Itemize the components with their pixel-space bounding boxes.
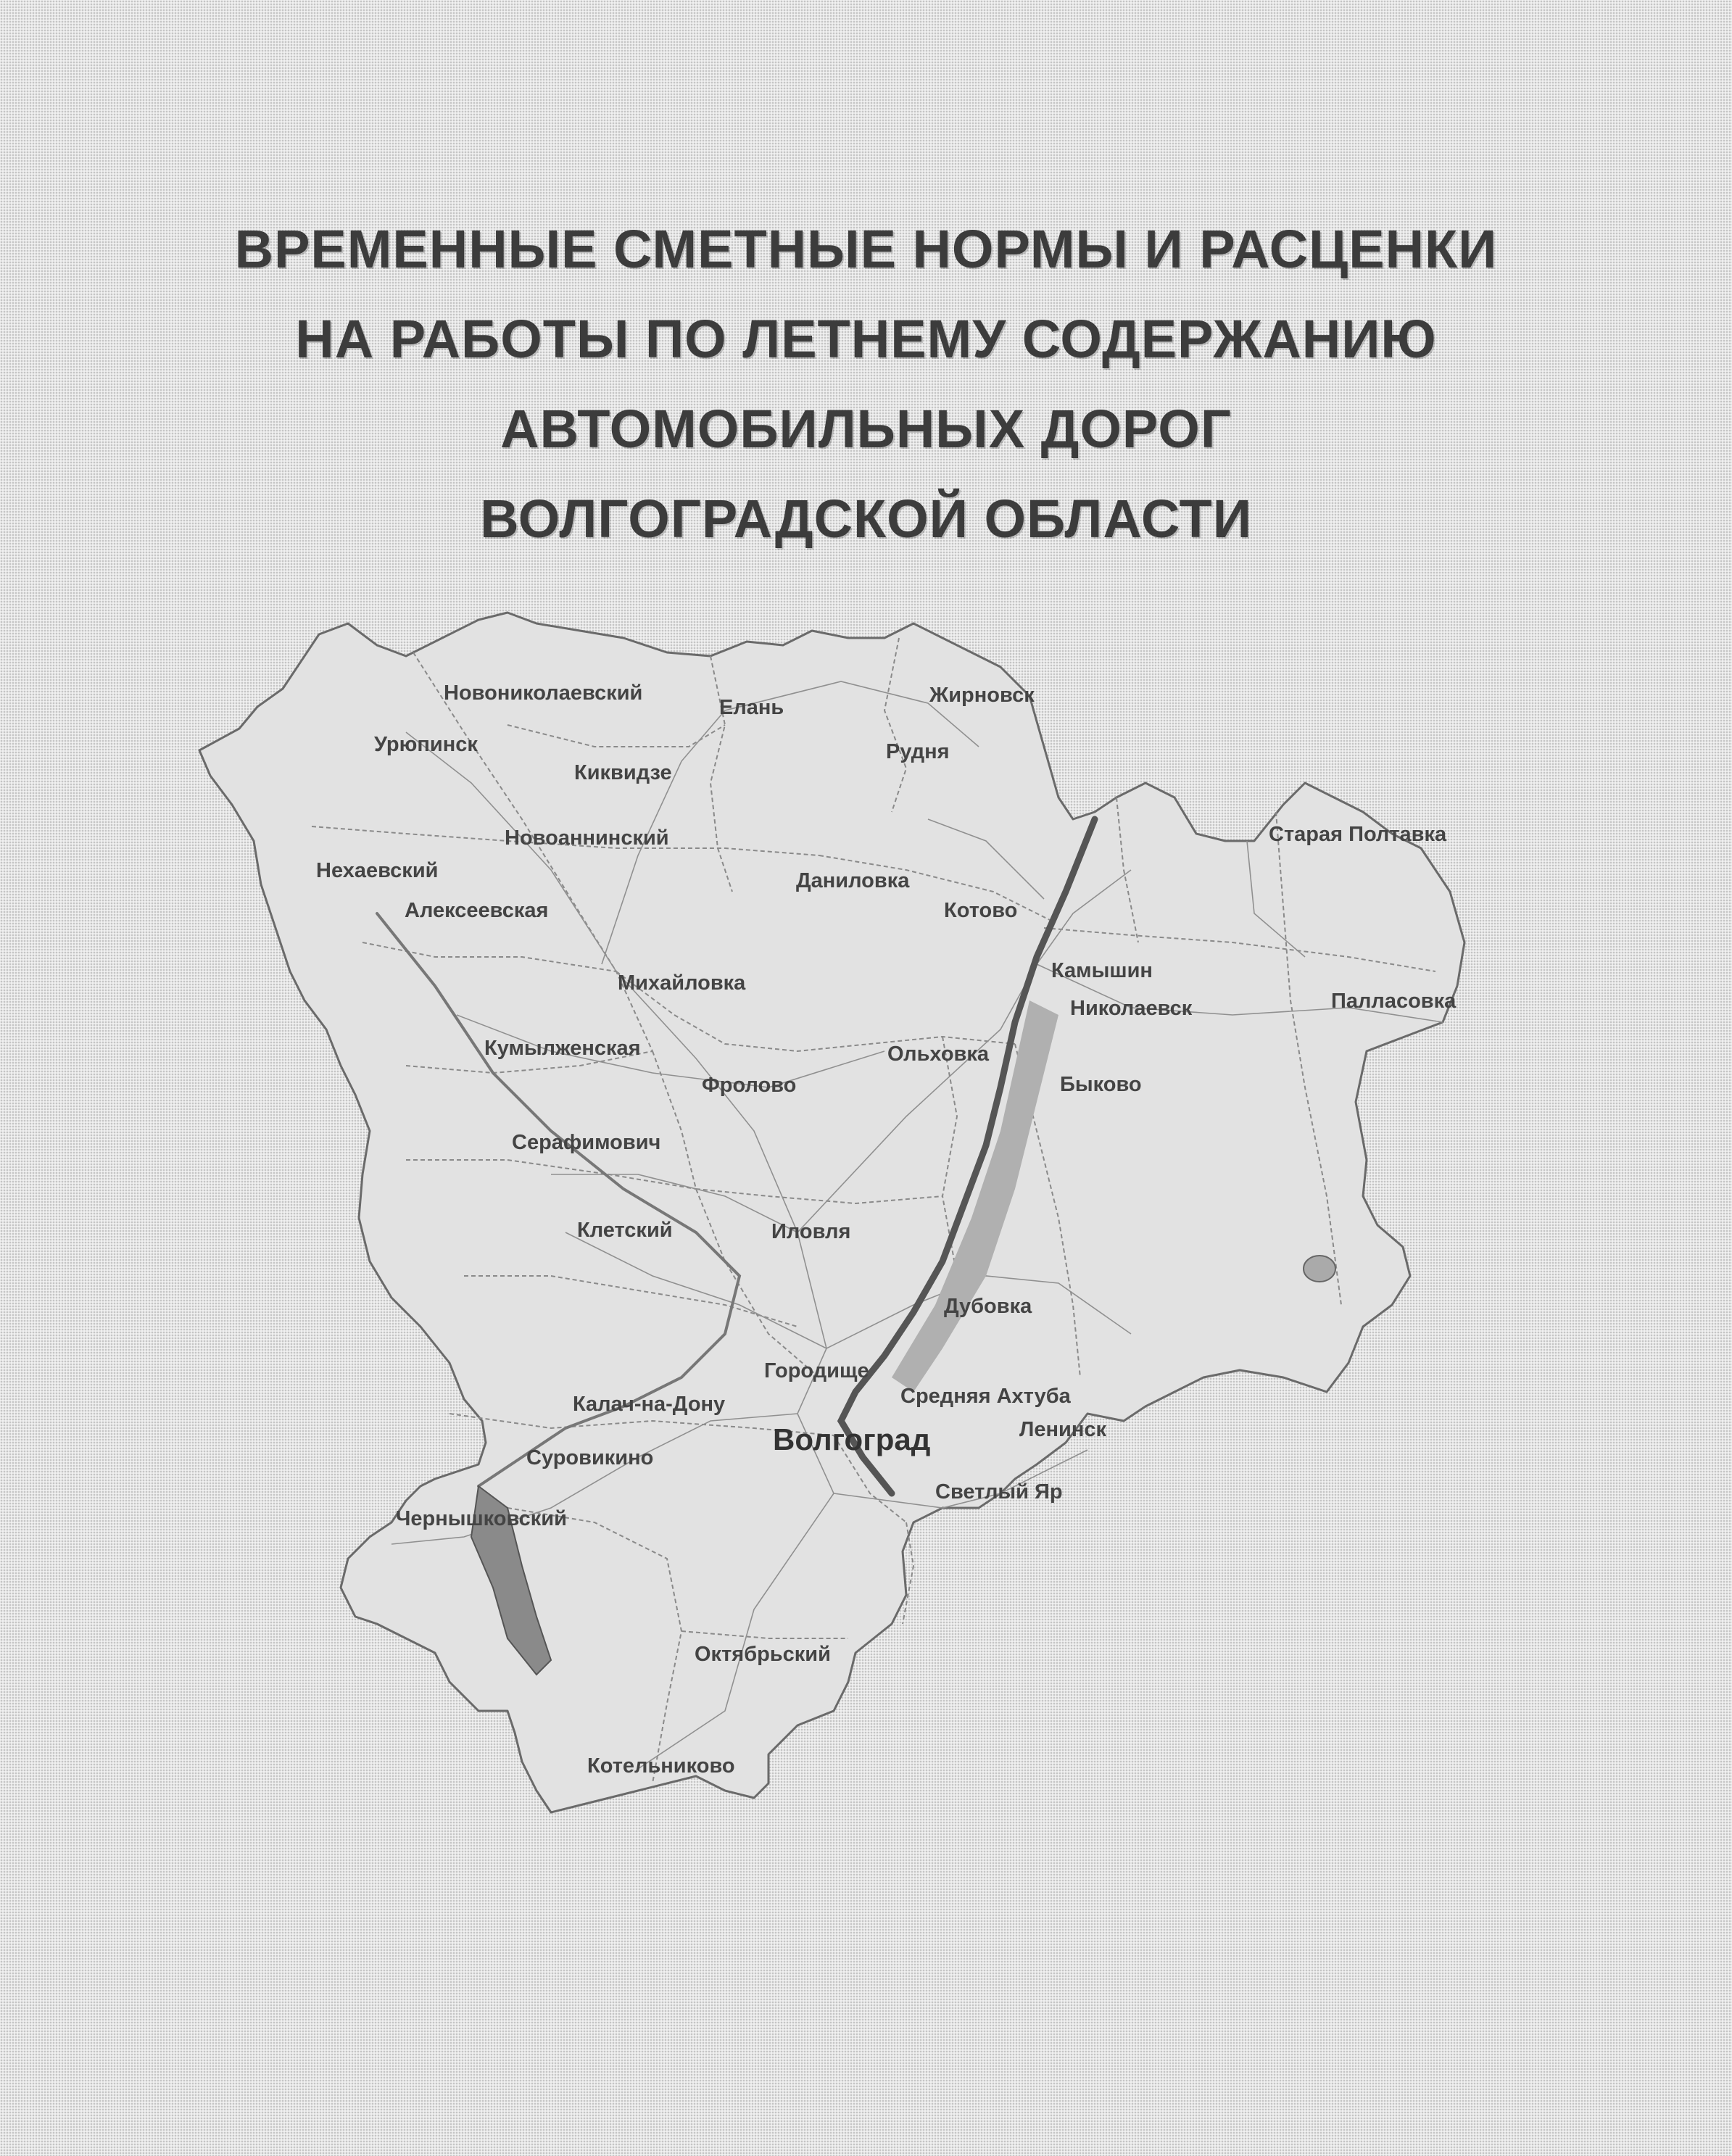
label-nekhaevsky: Нехаевский xyxy=(316,859,439,882)
label-kamyshin: Камышин xyxy=(1051,959,1153,982)
label-rudnya: Рудня xyxy=(886,740,950,763)
label-chernyshkovsky: Чернышковский xyxy=(396,1507,567,1530)
label-elan: Елань xyxy=(719,696,784,719)
label-leninsk: Ленинск xyxy=(1019,1418,1106,1441)
label-kikvidze: Киквидзе xyxy=(574,761,672,784)
lake-elton xyxy=(1304,1256,1335,1282)
label-alekseevskaya: Алексеевская xyxy=(405,899,549,922)
label-zhirnovsk: Жирновск xyxy=(929,684,1035,707)
title-line-2: НА РАБОТЫ ПО ЛЕТНЕМУ СОДЕРЖАНИЮ xyxy=(295,309,1437,369)
label-olkhovka: Ольховка xyxy=(887,1042,990,1066)
label-volgograd: Волгоград xyxy=(773,1422,931,1456)
label-kotelnikovo: Котельниково xyxy=(587,1754,735,1778)
label-frolovo: Фролово xyxy=(702,1074,797,1097)
label-kalach-na-donu: Калач-на-Дону xyxy=(573,1393,726,1416)
label-surovikino: Суровикино xyxy=(526,1446,654,1469)
label-mikhailovka: Михайловка xyxy=(618,971,746,995)
label-novoanninsky: Новоаннинский xyxy=(505,826,669,850)
title-line-1: ВРЕМЕННЫЕ СМЕТНЫЕ НОРМЫ И РАСЦЕНКИ xyxy=(234,219,1498,279)
title-line-4: ВОЛГОГРАДСКОЙ ОБЛАСТИ xyxy=(480,489,1252,549)
label-gorodishche: Городище xyxy=(764,1359,869,1382)
region-outline xyxy=(199,613,1464,1812)
label-staraya-poltavka: Старая Полтавка xyxy=(1269,823,1447,846)
title-line-3: АВТОМОБИЛЬНЫХ ДОРОГ xyxy=(500,399,1232,459)
label-bykovo: Быково xyxy=(1060,1073,1142,1096)
label-nikolaevsk: Николаевск xyxy=(1070,997,1193,1020)
label-svetly-yar: Светлый Яр xyxy=(935,1480,1063,1504)
label-kotovo: Котово xyxy=(944,899,1018,922)
label-srednyaya-akhtuba: Средняя Ахтуба xyxy=(900,1385,1071,1408)
label-kletsky: Клетский xyxy=(577,1219,673,1242)
label-pallasovka: Палласовка xyxy=(1331,990,1457,1013)
label-dubovka: Дубовка xyxy=(944,1295,1032,1318)
label-danilovka: Даниловка xyxy=(796,869,910,892)
label-serafimovich: Серафимович xyxy=(512,1131,661,1154)
label-uryupinsk: Урюпинск xyxy=(374,733,478,756)
label-oktyabrsky: Октябрьский xyxy=(695,1643,831,1666)
label-kumylzhenskaya: Кумылженская xyxy=(484,1037,641,1060)
label-ilovlya: Иловля xyxy=(771,1220,851,1243)
label-novonikolaevsky: Новониколаевский xyxy=(444,681,643,705)
